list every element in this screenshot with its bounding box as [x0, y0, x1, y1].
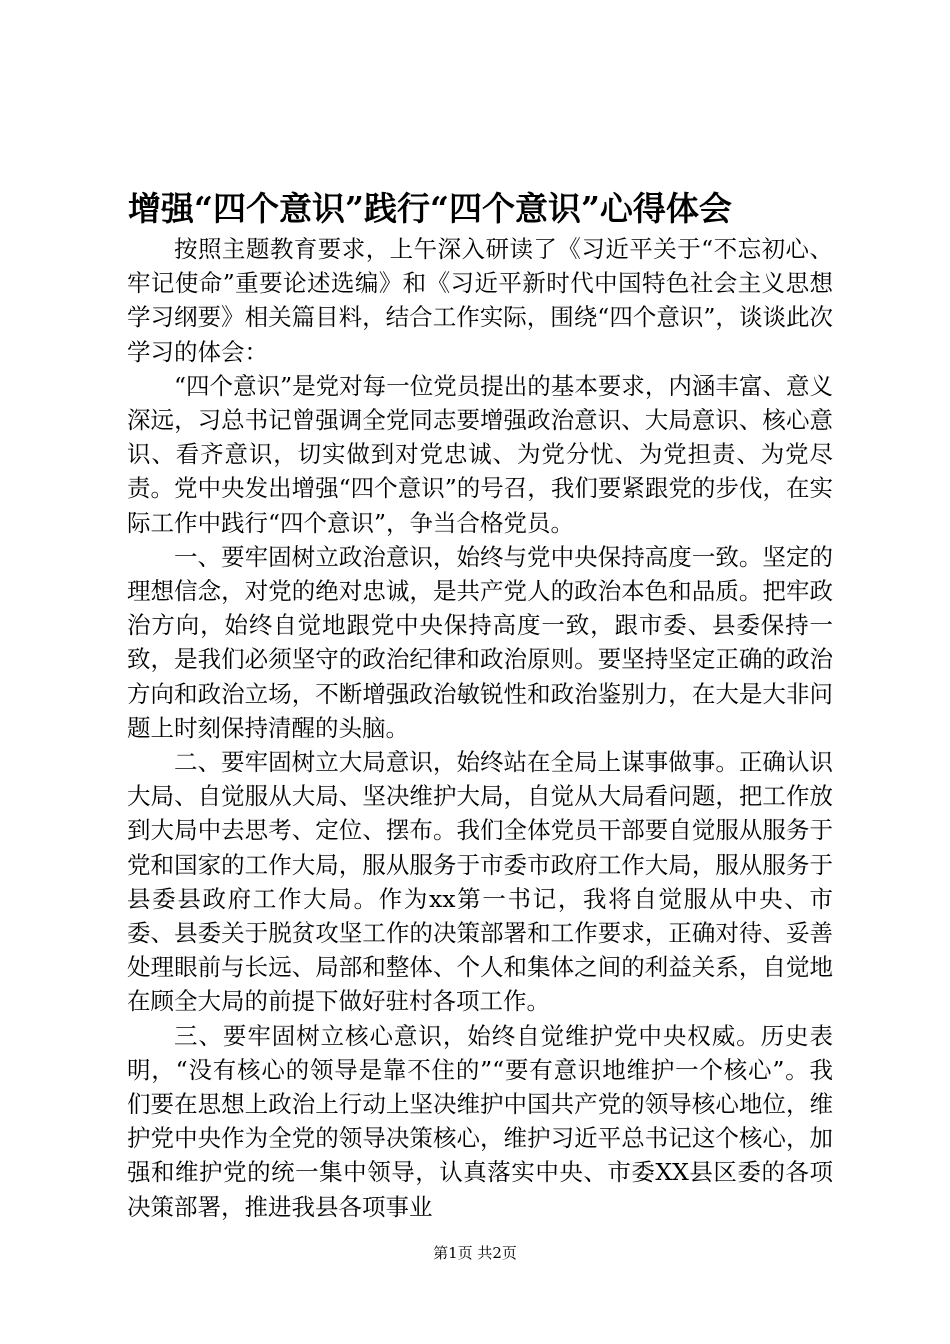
document-body — [127, 232, 833, 1224]
paragraph-political-consciousness: 一、要牢固树立政治意识，始终与党中央保持高度一致。坚定的理想信念，对党的绝对忠诚，是共产党人的政治本色和品质。把牢政治方向，始终自觉地跟党中央保持高度一致，跟市委、县委保持一致，是我们必须坚守的政治纪律和政治原则。要坚持坚定正确的政治方向和政治立场，不断增强政治敏锐性和政治鉴别力，在大是大非问题上时刻保持清醒的头脑。 — [127, 542, 833, 742]
document-title: 增强“四个意识”践行“四个意识”心得体会 — [128, 189, 732, 228]
page-number: 第1页 共2页 — [433, 1244, 517, 1262]
paragraph-core-consciousness: 三、要牢固树立核心意识，始终自觉维护党中央权威。历史表明，“没有核心的领导是靠不住的”“要有意识地维护一个核心”。我们要在思想上政治上行动上坚决维护中国共产党的领导核心地位，维护党中央作为全党的领导决策核心，维护习近平总书记这个核心，加强和维护党的统一集中领导，认真落实中央、市委XX县区委的各项决策部署，推进我县各项事业 — [127, 1021, 833, 1221]
paragraph-four-consciousness: “四个意识”是党对每一位党员提出的基本要求，内涵丰富、意义深远，习总书记曾强调全党同志要增强政治意识、大局意识、核心意识、看齐意识，切实做到对党忠诚、为党分忧、为党担责、为党尽责。党中央发出增强“四个意识”的号召，我们要紧跟党的步伐，在实际工作中践行“四个意识”，争当合格党员。 — [127, 371, 833, 537]
paragraph-overall-consciousness: 二、要牢固树立大局意识，始终站在全局上谋事做事。正确认识大局、自觉服从大局、坚决维护大局，自觉从大局看问题，把工作放到大局中去思考、定位、摆布。我们全体党员干部要自觉服从服务于党和国家的工作大局，服从服务于市委市政府工作大局，服从服务于县委县政府工作大局。作为xx第一书记，我将自觉服从中央、市委、县委关于脱贫攻坚工作的决策部署和工作要求，正确对待、妥善处理眼前与长远、局部和整体、个人和集体之间的利益关系，自觉地在顾全大局的前提下做好驻村各项工作。 — [127, 748, 833, 1016]
paragraph-intro: 按照主题教育要求，上午深入研读了《习近平关于“不忘初心、牢记使命”重要论述选编》和《习近平新时代中国特色社会主义思想学习纲要》相关篇目料，结合工作实际，围绕“四个意识”，谈谈此次学习的体会： — [127, 235, 833, 366]
